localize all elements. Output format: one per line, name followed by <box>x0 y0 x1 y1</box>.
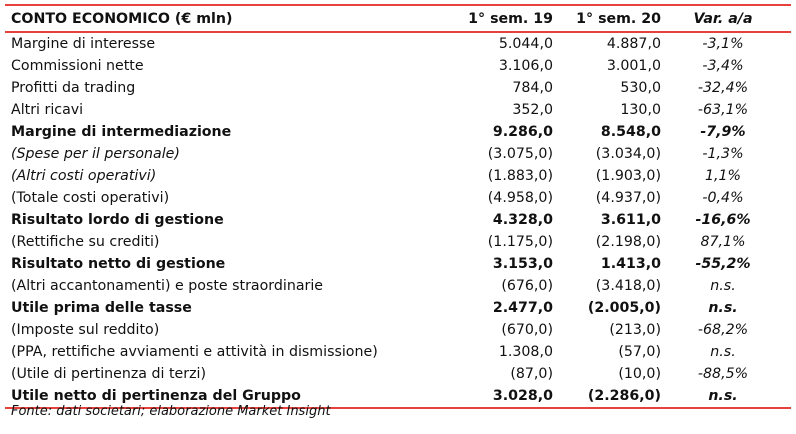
header-label: CONTO ECONOMICO (€ mln) <box>11 10 233 27</box>
row-value-2019: 9.286,0 <box>492 124 553 140</box>
row-value-2020: (10,0) <box>618 366 661 382</box>
row-value-2020: 130,0 <box>620 102 661 118</box>
row-yoy-change: n.s. <box>708 388 738 404</box>
row-label: Risultato netto di gestione <box>11 256 226 272</box>
source-note: Fonte: dati societari; elaborazione Market Insight <box>11 404 331 419</box>
income-statement-table <box>5 4 791 409</box>
row-label: (Rettifiche su crediti) <box>11 234 160 250</box>
table-row <box>5 341 791 363</box>
table-body <box>5 33 791 407</box>
table-row <box>5 363 791 385</box>
row-value-2020: (213,0) <box>609 322 661 338</box>
row-label: Risultato lordo di gestione <box>11 212 224 228</box>
row-label: (Utile di pertinenza di terzi) <box>11 366 207 382</box>
table-row <box>5 275 791 297</box>
row-value-2019: 3.028,0 <box>492 388 553 404</box>
row-value-2019: 3.153,0 <box>492 256 553 272</box>
row-yoy-change: -55,2% <box>695 256 751 272</box>
row-value-2019: (87,0) <box>510 366 553 382</box>
row-yoy-change: -16,6% <box>695 212 751 228</box>
table-row <box>5 253 791 275</box>
row-value-2020: (2.286,0) <box>587 388 661 404</box>
row-label: Commissioni nette <box>11 58 144 74</box>
row-yoy-change: -1,3% <box>702 146 744 162</box>
row-value-2020: 530,0 <box>620 80 661 96</box>
table-row <box>5 231 791 253</box>
row-label: Altri ricavi <box>11 102 84 118</box>
row-value-2019: (1.175,0) <box>487 234 553 250</box>
row-value-2020: 3.001,0 <box>606 58 661 74</box>
header-h1-2020: 1° sem. 20 <box>576 10 661 27</box>
row-label: Margine di intermediazione <box>11 124 232 140</box>
row-yoy-change: -88,5% <box>697 366 749 382</box>
table-row <box>5 209 791 231</box>
table-row <box>5 77 791 99</box>
row-value-2020: (3.418,0) <box>595 278 661 294</box>
row-value-2020: 1.413,0 <box>600 256 661 272</box>
row-value-2019: (1.883,0) <box>487 168 553 184</box>
row-value-2020: (57,0) <box>618 344 661 360</box>
row-value-2019: 784,0 <box>512 80 553 96</box>
row-yoy-change: -68,2% <box>697 322 749 338</box>
row-label: Profitti da trading <box>11 80 136 96</box>
table-row <box>5 99 791 121</box>
row-yoy-change: -32,4% <box>697 80 749 96</box>
row-label: (Totale costi operativi) <box>11 190 170 206</box>
row-value-2019: (3.075,0) <box>487 146 553 162</box>
row-value-2019: 2.477,0 <box>492 300 553 316</box>
table-row <box>5 33 791 55</box>
table-header <box>5 6 791 31</box>
row-value-2019: (670,0) <box>501 322 553 338</box>
row-yoy-change: n.s. <box>710 278 736 294</box>
header-yoy-change: Var. a/a <box>693 10 753 27</box>
row-label: Utile netto di pertinenza del Gruppo <box>11 388 301 404</box>
row-value-2019: 1.308,0 <box>498 344 553 360</box>
row-yoy-change: -7,9% <box>700 124 746 140</box>
row-value-2019: 5.044,0 <box>498 36 553 52</box>
row-yoy-change: -3,4% <box>702 58 744 74</box>
row-value-2019: (676,0) <box>501 278 553 294</box>
row-yoy-change: -0,4% <box>702 190 744 206</box>
row-value-2019: 352,0 <box>512 102 553 118</box>
row-label: (Imposte sul reddito) <box>11 322 160 338</box>
row-value-2020: (1.903,0) <box>595 168 661 184</box>
row-label: (Spese per il personale) <box>11 146 180 162</box>
row-yoy-change: 1,1% <box>704 168 742 184</box>
row-label: (Altri costi operativi) <box>11 168 157 184</box>
header-h1-2019: 1° sem. 19 <box>468 10 553 27</box>
row-yoy-change: n.s. <box>710 344 736 360</box>
row-value-2020: (3.034,0) <box>595 146 661 162</box>
row-value-2020: (2.198,0) <box>595 234 661 250</box>
table-row <box>5 319 791 341</box>
row-value-2020: 8.548,0 <box>600 124 661 140</box>
row-value-2020: (2.005,0) <box>587 300 661 316</box>
table-row <box>5 297 791 319</box>
row-value-2020: 3.611,0 <box>600 212 661 228</box>
row-yoy-change: -3,1% <box>702 36 744 52</box>
row-value-2020: (4.937,0) <box>595 190 661 206</box>
row-value-2019: 3.106,0 <box>498 58 553 74</box>
row-label: (PPA, rettifiche avviamenti e attività in dismissione) <box>11 344 378 360</box>
row-value-2019: (4.958,0) <box>487 190 553 206</box>
row-yoy-change: 87,1% <box>700 234 746 250</box>
row-yoy-change: n.s. <box>708 300 738 316</box>
table-row <box>5 143 791 165</box>
row-yoy-change: -63,1% <box>697 102 749 118</box>
row-label: (Altri accantonamenti) e poste straordinarie <box>11 278 324 294</box>
row-label: Utile prima delle tasse <box>11 300 192 316</box>
row-label: Margine di interesse <box>11 36 156 52</box>
table-row <box>5 187 791 209</box>
table-row <box>5 55 791 77</box>
row-value-2020: 4.887,0 <box>606 36 661 52</box>
row-value-2019: 4.328,0 <box>492 212 553 228</box>
table-row <box>5 121 791 143</box>
table-row <box>5 165 791 187</box>
